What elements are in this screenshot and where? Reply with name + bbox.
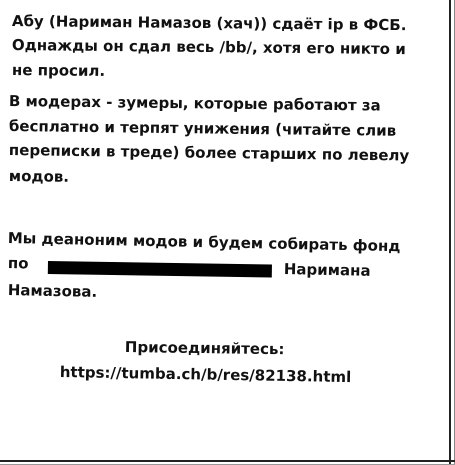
join-link[interactable]: https://tumba.ch/b/res/82138.html	[59, 363, 352, 387]
scan-edge-bottom	[0, 460, 455, 462]
paragraph3-line3: Намазова.	[7, 281, 98, 301]
paragraph3-line2-start: по	[7, 254, 29, 273]
paragraph1-line2: Однажды он сдал весь /bb/, хотя его никто и	[11, 36, 406, 59]
paragraph2-line3: переписки в треде) более старших по левелу	[8, 141, 410, 165]
paragraph3-line1: Мы деаноним модов и будем собирать фонд	[7, 229, 401, 256]
paragraph2-line4: модов.	[8, 167, 70, 186]
paragraph1-line1: Абу (Нариман Намазов (хач)) сдаёт ip в ФСБ.	[11, 12, 407, 35]
paragraph3-line2-end: Наримана	[283, 260, 371, 280]
redaction-bar	[48, 261, 272, 278]
scan-edge-right	[449, 0, 451, 465]
join-label: Присоединяйтесь:	[124, 338, 285, 359]
paragraph1-line3: не просил.	[11, 61, 106, 80]
paragraph2-line2: бесплатно и терпят унижения (читайте слив	[8, 117, 397, 140]
paragraph2-line1: В модерах - зумеры, которые работают за	[8, 92, 381, 115]
